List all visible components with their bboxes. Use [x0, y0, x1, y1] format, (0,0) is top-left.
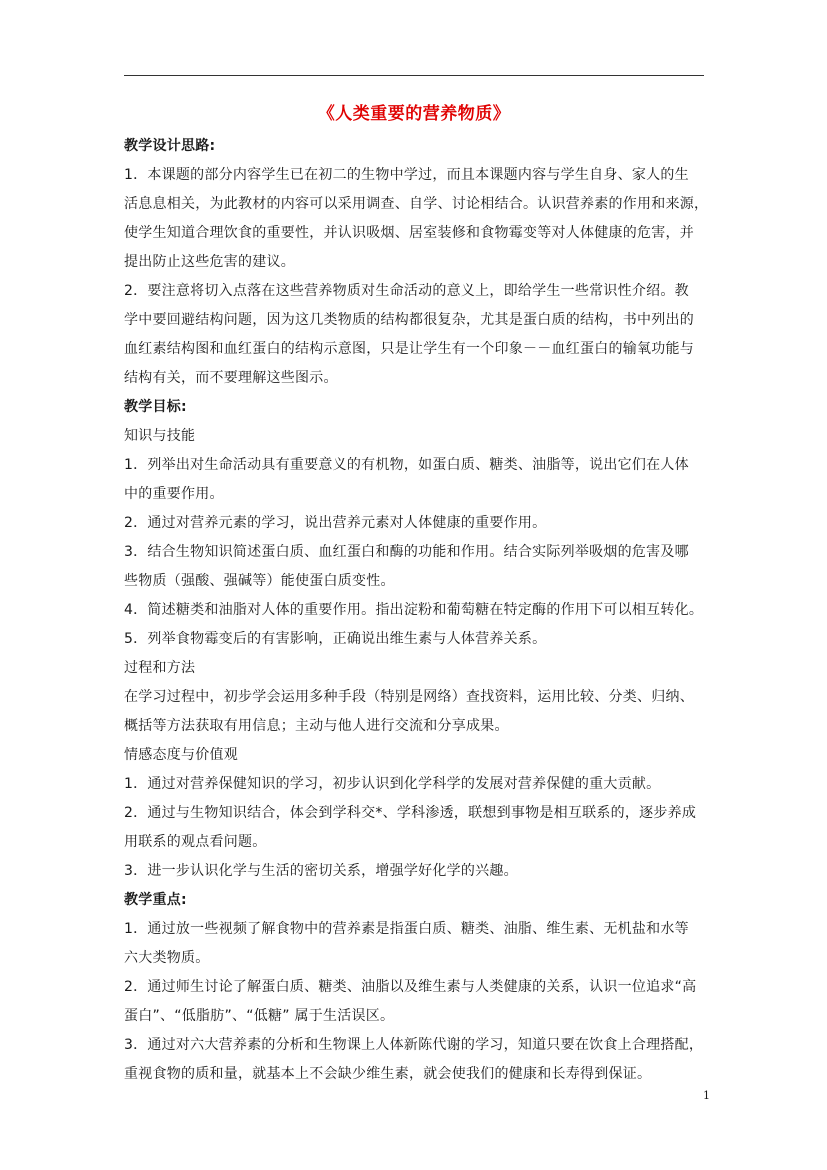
text-line: 1．通过放一些视频了解食物中的营养素是指蛋白质、糖类、油脂、维生素、无机盐和水等 [124, 921, 689, 937]
text-line: 2．通过与生物知识结合，体会到学科交*、学科渗透，联想到事物是相互联系的，逐步养成 [124, 805, 697, 821]
text-line: 蛋白”、“低脂肪”、“低糖” 属于生活误区。 [124, 1008, 395, 1024]
section-heading: 教学重点: [124, 892, 187, 908]
text-line: 血红素结构图和血红蛋白的结构示意图，只是让学生有一个印象－－血红蛋白的输氧功能与 [124, 341, 694, 357]
text-line: 中的重要作用。 [124, 486, 224, 502]
text-line: 学中要回避结构问题，因为这几类物质的结构都很复杂，尤其是蛋白质的结构，书中列出的 [124, 312, 694, 328]
text-line: 提出防止这些危害的建议。 [124, 254, 295, 270]
text-line: 1．通过对营养保健知识的学习，初步认识到化学科学的发展对营养保健的重大贡献。 [124, 776, 661, 792]
text-line: 活息息相关，为此教材的内容可以采用调查、自学、讨论相结合。认识营养素的作用和来源， [124, 196, 709, 212]
text-line: 1．本课题的部分内容学生已在初二的生物中学过，而且本课题内容与学生自身、家人的生 [124, 167, 689, 183]
text-line: 情感态度与价值观 [124, 747, 238, 763]
document-title: 《人类重要的营养物质》 [317, 104, 511, 124]
text-line: 3．结合生物知识简述蛋白质、血红蛋白和酶的功能和作用。结合实际列举吸烟的危害及哪 [124, 544, 689, 560]
text-line: 概括等方法获取有用信息；主动与他人进行交流和分享成果。 [124, 718, 509, 734]
text-line: 结构有关，而不要理解这些图示。 [124, 370, 338, 386]
text-line: 5．列举食物霉变后的有害影响，正确说出维生素与人体营养关系。 [124, 631, 547, 647]
text-line: 3．进一步认识化学与生活的密切关系，增强学好化学的兴趣。 [124, 863, 518, 879]
text-line: 2．通过对营养元素的学习，说出营养元素对人体健康的重要作用。 [124, 515, 547, 531]
document-body [124, 132, 709, 1089]
text-line: 知识与技能 [124, 428, 196, 444]
text-line: 用联系的观点看问题。 [124, 834, 267, 850]
header-rule [124, 75, 704, 76]
text-line: 过程和方法 [124, 660, 196, 676]
section-heading: 教学设计思路: [124, 138, 216, 154]
section-heading: 教学目标: [124, 399, 187, 415]
text-line: 2．通过师生讨论了解蛋白质、糖类、油脂以及维生素与人类健康的关系，认识一位追求“高 [124, 979, 697, 995]
text-line: 些物质（强酸、强碱等）能使蛋白质变性。 [124, 573, 395, 589]
page-number: 1 [703, 1089, 710, 1102]
text-line: 1．列举出对生命活动具有重要意义的有机物，如蛋白质、糖类、油脂等，说出它们在人体 [124, 457, 689, 473]
text-line: 2．要注意将切入点落在这些营养物质对生命活动的意义上，即给学生一些常识性介绍。教 [124, 283, 689, 299]
text-line: 重视食物的质和量，就基本上不会缺少维生素，就会使我们的健康和长寿得到保证。 [124, 1066, 652, 1082]
text-line: 六大类物质。 [124, 950, 210, 966]
text-line: 4．简述糖类和油脂对人体的重要作用。指出淀粉和葡萄糖在特定酶的作用下可以相互转化。 [124, 602, 704, 618]
text-line: 使学生知道合理饮食的重要性，并认识吸烟、居室装修和食物霉变等对人体健康的危害，并 [124, 225, 694, 241]
text-line: 3．通过对六大营养素的分析和生物课上人体新陈代谢的学习，知道只要在饮食上合理搭配， [124, 1037, 704, 1053]
text-line: 在学习过程中，初步学会运用多种手段（特别是网络）查找资料，运用比较、分类、归纳、 [124, 689, 694, 705]
